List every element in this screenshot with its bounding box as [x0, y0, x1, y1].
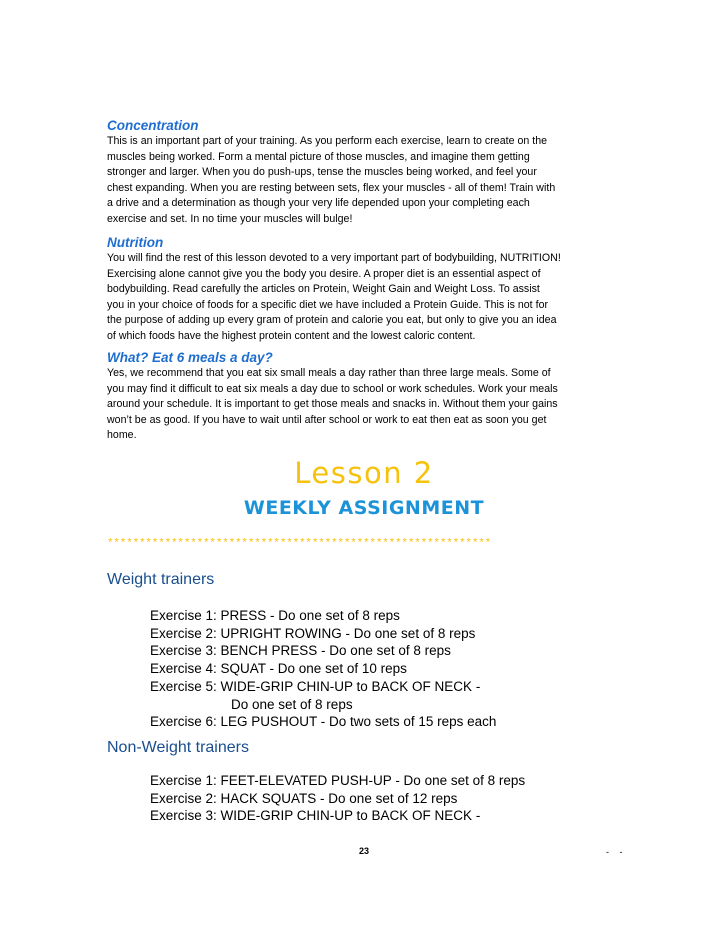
- footer-mark: - -: [606, 847, 627, 857]
- text-line: You will find the rest of this lesson devoted to a very important part of bodybuilding, NUTRITION!: [107, 252, 561, 264]
- page-number: 23: [358, 846, 369, 856]
- nutrition-section: [107, 235, 622, 344]
- nutrition-heading: Nutrition: [107, 235, 164, 250]
- list-item: Exercise 2: UPRIGHT ROWING - Do one set of 8 reps: [150, 625, 476, 641]
- list-item: Exercise 1: PRESS - Do one set of 8 reps: [150, 608, 400, 623]
- list-item: Exercise 3: WIDE-GRIP CHIN-UP to BACK OF NECK -: [150, 808, 481, 824]
- text-line: you in your choice of foods for a specific diet we have included a Protein Guide. This is not for: [107, 298, 549, 311]
- text-line: home.: [107, 429, 137, 441]
- text-line: exercise and set. In no time your muscles will bulge!: [107, 212, 353, 225]
- concentration-section: [107, 118, 622, 227]
- weight-trainers-heading: Weight trainers: [107, 571, 215, 588]
- list-item: Exercise 1: FEET-ELEVATED PUSH-UP - Do one set of 8 reps: [150, 773, 526, 788]
- list-item: Exercise 3: BENCH PRESS - Do one set of 8 reps: [150, 643, 451, 659]
- text-line: around your schedule. It is important to get those meals and snacks in. Without them your gains: [107, 398, 558, 410]
- text-line: bodybuilding. Read carefully the articles on Protein, Weight Gain and Weight Loss. To assist: [107, 283, 540, 295]
- text-line: Yes, we recommend that you eat six small meals a day rather than three large meals. Some of: [107, 367, 551, 379]
- concentration-text: [107, 134, 622, 227]
- lesson-title: Lesson 2: [294, 456, 434, 490]
- text-line: Exercising alone cannot give you the body you desire. A proper diet is an essential aspect of: [107, 267, 541, 280]
- text-line: won’t be as good. If you have to wait until after school or work to eat then eat as soon you get: [107, 413, 547, 426]
- list-item: Exercise 2: HACK SQUATS - Do one set of 12 reps: [150, 790, 458, 806]
- list-item: [150, 696, 496, 714]
- text-line: This is an important part of your training. As you perform each exercise, learn to create on the: [107, 135, 548, 147]
- weekly-assignment-title: WEEKLY ASSIGNMENT: [243, 497, 485, 519]
- concentration-heading: Concentration: [107, 118, 199, 133]
- text-line: stronger and larger. When you do push-ups, tense the muscles being worked, and feel your: [107, 166, 537, 178]
- list-item: Exercise 5: WIDE-GRIP CHIN-UP to BACK OF NECK -: [150, 678, 481, 694]
- list-item: Exercise 6: LEG PUSHOUT - Do two sets of 15 reps each: [150, 714, 497, 730]
- star-divider: ************************************************************: [107, 538, 492, 550]
- meals-text: [107, 366, 622, 444]
- non-weight-trainers-heading: Non-Weight trainers: [107, 739, 249, 756]
- text-line: you may find it difficult to eat six meals a day due to school or work schedules. Work your meals: [107, 382, 558, 395]
- text-line: muscles being worked. Form a mental picture of those muscles, and imagine them getting: [107, 150, 530, 163]
- list-item-continuation: Do one set of 8 reps: [231, 696, 353, 712]
- meals-section: [107, 350, 622, 444]
- meals-heading: What? Eat 6 meals a day?: [107, 350, 273, 365]
- weight-trainers-list: [150, 607, 496, 731]
- text-line: chest expanding. When you are resting between sets, flex your muscles - all of them! Train with: [107, 181, 556, 194]
- text-line: a drive and a determination as though your very life depended upon your completing each: [107, 197, 530, 209]
- non-weight-trainers-list: [150, 772, 525, 825]
- text-line: of which foods have the highest protein content and the lowest caloric content.: [107, 329, 476, 342]
- text-line: the purpose of adding up every gram of protein and calorie you eat, but only to give you an idea: [107, 314, 557, 326]
- nutrition-text: [107, 251, 622, 344]
- list-item: Exercise 4: SQUAT - Do one set of 10 reps: [150, 661, 407, 677]
